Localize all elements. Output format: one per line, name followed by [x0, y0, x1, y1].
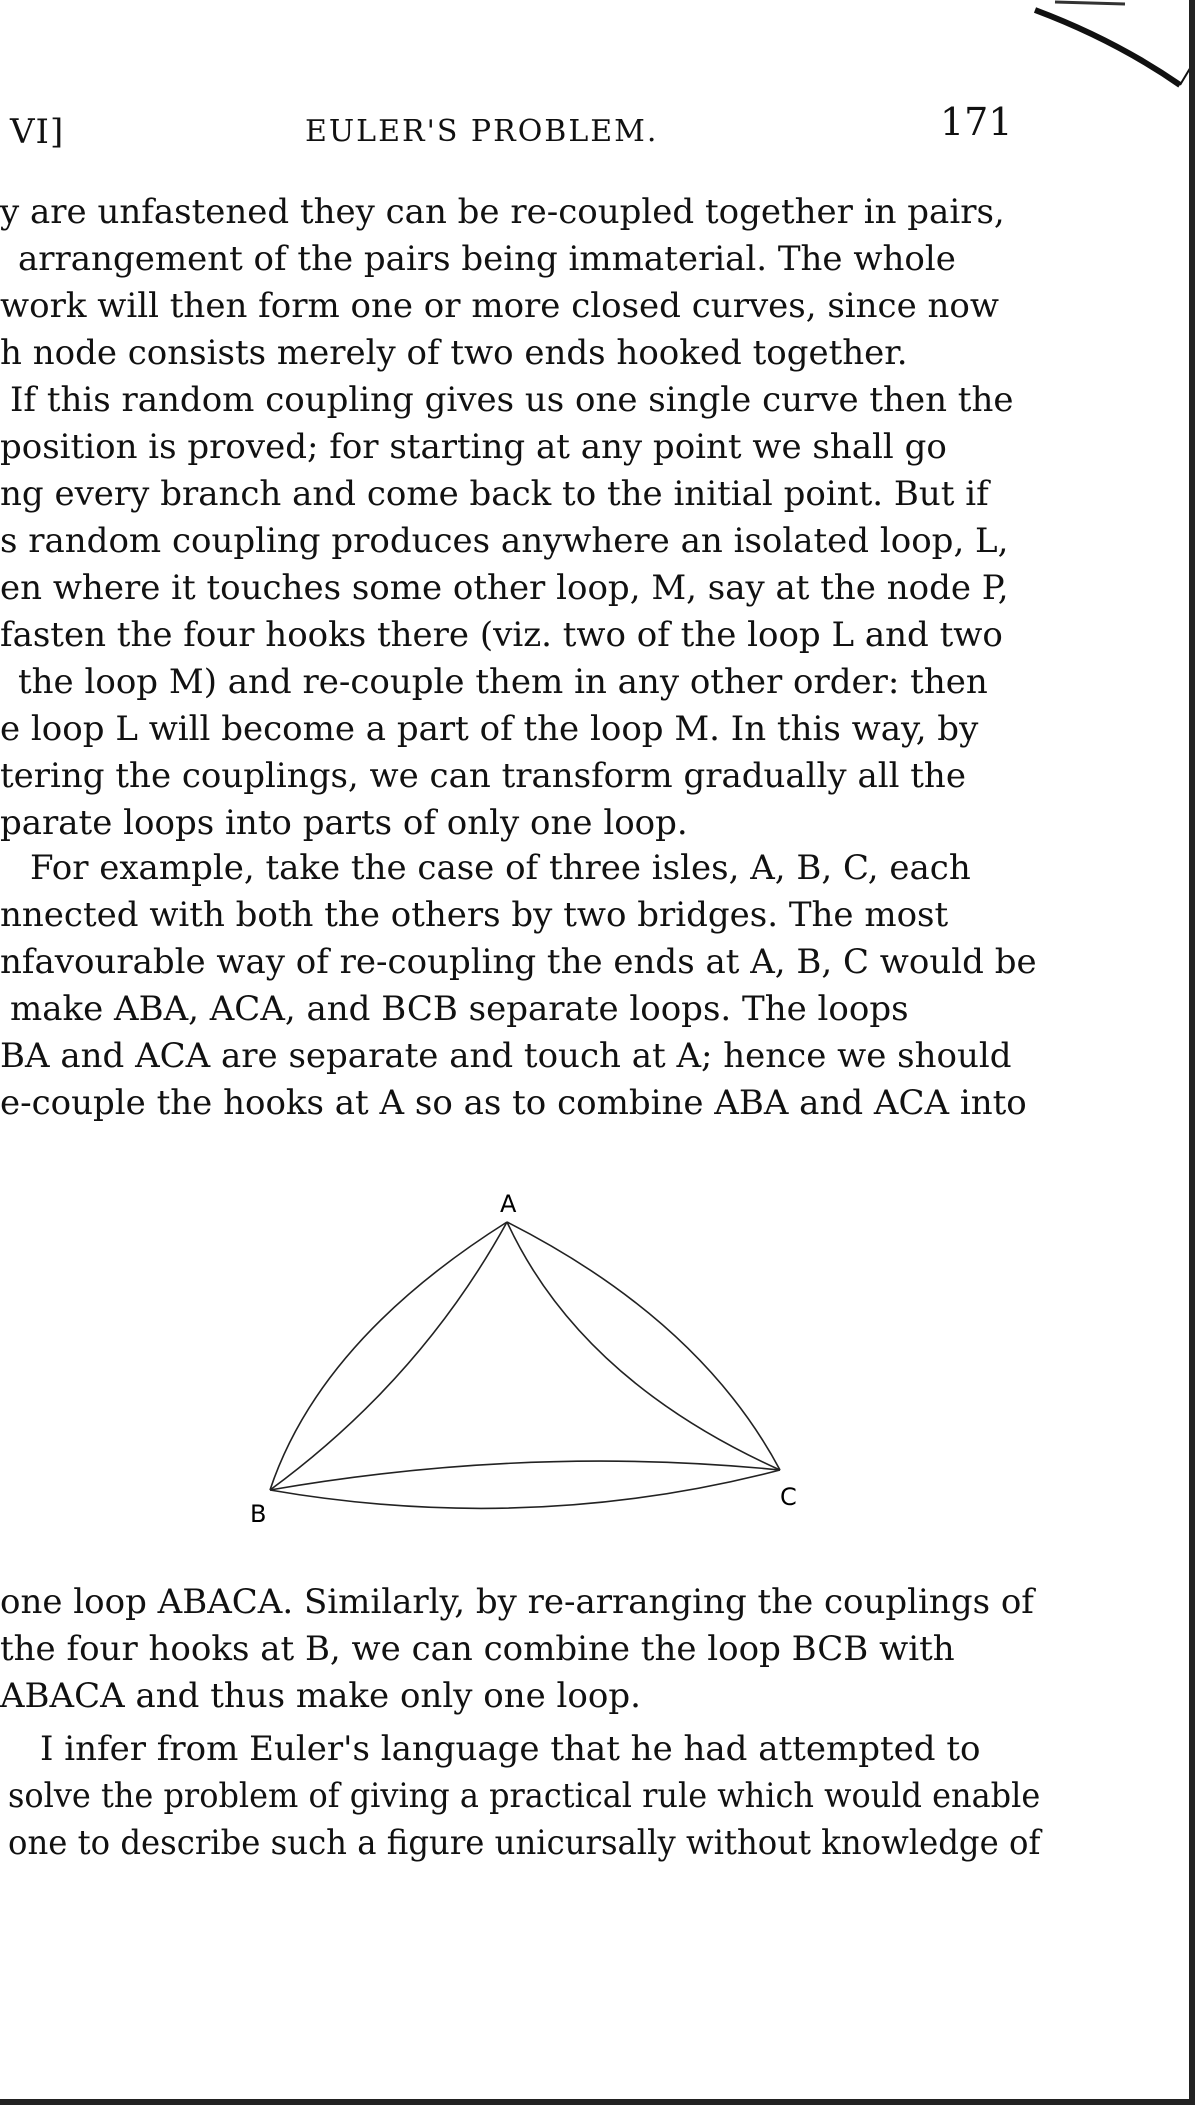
text-line: If this random coupling gives us one single curve then the: [10, 380, 1014, 420]
page-bottom-edge: [0, 2099, 1195, 2105]
node-label-c: C: [780, 1483, 797, 1511]
text-line: fasten the four hooks there (viz. two of the loop L and two: [0, 615, 1003, 655]
bridge-bc-lower: [270, 1470, 780, 1508]
text-line: the four hooks at B, we can combine the loop BCB with: [0, 1629, 955, 1669]
text-line: BA and ACA are separate and touch at A; hence we should: [0, 1036, 1012, 1076]
page-number: 171: [940, 100, 1013, 144]
bridge-ab-inner: [270, 1222, 507, 1490]
text-line: arrangement of the pairs being immaterial. The whole: [18, 239, 956, 279]
text-line: e-couple the hooks at A so as to combine ABA and ACA into: [0, 1083, 1027, 1123]
text-line: tering the couplings, we can transform gradually all the: [0, 756, 966, 796]
text-line: en where it touches some other loop, M, say at the node P,: [0, 568, 1009, 608]
text-line: e loop L will become a part of the loop M. In this way, by: [0, 709, 979, 749]
text-line: ng every branch and come back to the initial point. But if: [0, 474, 989, 514]
text-line: one loop ABACA. Similarly, by re-arranging the couplings of: [0, 1582, 1034, 1622]
text-line: For example, take the case of three isles, A, B, C, each: [30, 848, 971, 888]
text-line: solve the problem of giving a practical rule which would enable: [8, 1776, 1041, 1816]
page-corner-fold: [995, 0, 1195, 100]
running-header: [0, 100, 1050, 160]
text-line: one to describe such a figure unicursally without knowledge of: [8, 1823, 1041, 1863]
text-line: y are unfastened they can be re-coupled together in pairs,: [0, 192, 1005, 232]
running-title: EULER'S PROBLEM.: [305, 114, 659, 149]
node-label-a: A: [500, 1190, 517, 1218]
text-line: make ABA, ACA, and BCB separate loops. The loops: [10, 989, 909, 1029]
text-line: nfavourable way of re-coupling the ends at A, B, C would be: [0, 942, 1037, 982]
chapter-marker: VI]: [10, 112, 65, 152]
three-isles-diagram: [230, 1180, 830, 1540]
bridges-figure: [230, 1180, 830, 1540]
bridge-ac-inner: [507, 1222, 780, 1470]
text-line: h node consists merely of two ends hooked together.: [0, 333, 908, 373]
node-label-b: B: [250, 1500, 267, 1528]
text-line: position is proved; for starting at any point we shall go: [0, 427, 947, 467]
text-line: the loop M) and re-couple them in any other order: then: [18, 662, 988, 702]
bridge-ac-outer: [507, 1222, 780, 1470]
text-line: work will then form one or more closed curves, since now: [0, 286, 999, 326]
text-line: I infer from Euler's language that he had attempted to: [40, 1729, 981, 1769]
page-right-edge: [1189, 0, 1195, 2105]
bridge-ab-outer: [270, 1222, 507, 1490]
text-line: ABACA and thus make only one loop.: [0, 1676, 641, 1716]
bridge-bc-upper: [270, 1461, 780, 1490]
text-line: s random coupling produces anywhere an isolated loop, L,: [0, 521, 1009, 561]
text-line: nnected with both the others by two bridges. The most: [0, 895, 949, 935]
text-line: parate loops into parts of only one loop.: [0, 803, 688, 843]
